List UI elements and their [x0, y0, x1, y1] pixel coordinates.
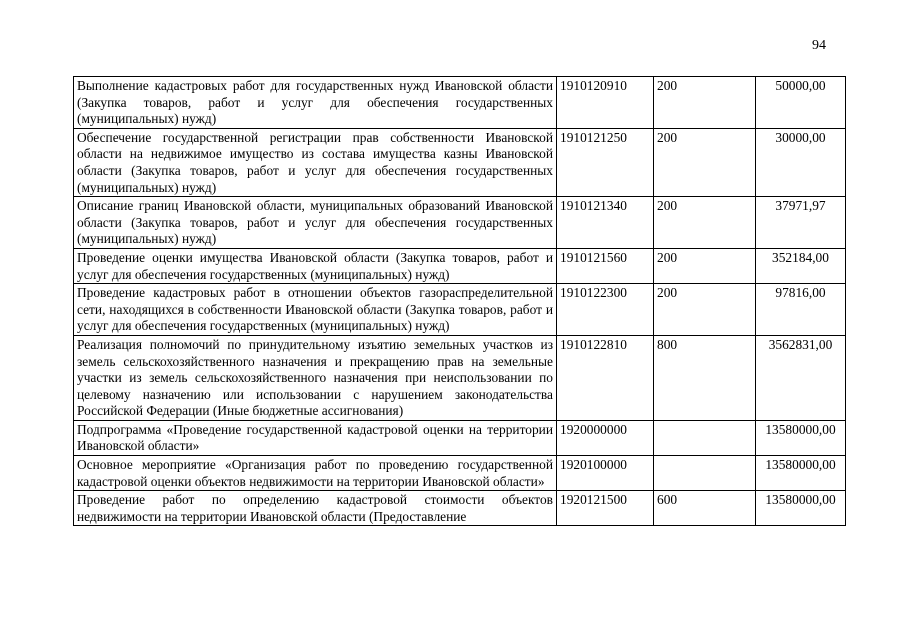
row-name: Проведение работ по определению кадастровой стоимости объектов недвижимости на территории Ивановской области (Предоставление — [74, 491, 557, 526]
row-amount: 97816,00 — [756, 284, 846, 336]
page-number: 94 — [812, 38, 826, 53]
row-amount: 30000,00 — [756, 128, 846, 196]
row-name: Основное мероприятие «Организация работ по проведению государственной кадастровой оценки объектов недвижимости на территории Ивановской области» — [74, 456, 557, 491]
row-code: 1910121340 — [557, 197, 654, 249]
budget-table — [73, 76, 846, 526]
row-code: 1910121560 — [557, 248, 654, 283]
row-expense-type — [654, 420, 756, 455]
table-row — [74, 491, 846, 526]
row-expense-type: 200 — [654, 77, 756, 129]
row-code: 1920100000 — [557, 456, 654, 491]
row-amount: 3562831,00 — [756, 335, 846, 420]
row-expense-type: 600 — [654, 491, 756, 526]
row-amount: 13580000,00 — [756, 456, 846, 491]
table-row — [74, 335, 846, 420]
row-expense-type: 200 — [654, 128, 756, 196]
row-expense-type: 200 — [654, 248, 756, 283]
row-code: 1910121250 — [557, 128, 654, 196]
row-amount: 13580000,00 — [756, 491, 846, 526]
table-row — [74, 77, 846, 129]
table-row — [74, 420, 846, 455]
row-name: Выполнение кадастровых работ для государственных нужд Ивановской области (Закупка товаров, работ и услуг для обеспечения государственных (муниципальных) нужд) — [74, 77, 557, 129]
row-code: 1920121500 — [557, 491, 654, 526]
row-expense-type: 200 — [654, 284, 756, 336]
row-name: Проведение кадастровых работ в отношении объектов газораспределительной сети, находящихся в собственности Ивановской области (Закупка товаров, работ и услуг для обеспечения государственных (муниципальных) нужд) — [74, 284, 557, 336]
row-name: Описание границ Ивановской области, муниципальных образований Ивановской области (Закупка товаров, работ и услуг для обеспечения государственных (муниципальных) нужд) — [74, 197, 557, 249]
row-code: 1910122810 — [557, 335, 654, 420]
row-name: Обеспечение государственной регистрации прав собственности Ивановской области на недвижимое имущество из состава имущества казны Ивановской области (Закупка товаров, работ и услуг для обеспечения государственных (муниципальных) нужд) — [74, 128, 557, 196]
table-row — [74, 128, 846, 196]
row-name: Проведение оценки имущества Ивановской области (Закупка товаров, работ и услуг для обеспечения государственных (муниципальных) нужд) — [74, 248, 557, 283]
table-row — [74, 456, 846, 491]
row-name: Реализация полномочий по принудительному изъятию земельных участков из земель сельскохозяйственного назначения и прекращению прав на земельные участки из земель сельскохозяйственного назначения при неиспользовании по целевому назначению или использовании с нарушением законодательства Российской Федерации (Иные бюджетные ассигнования) — [74, 335, 557, 420]
table-row — [74, 197, 846, 249]
row-amount: 37971,97 — [756, 197, 846, 249]
row-name: Подпрограмма «Проведение государственной кадастровой оценки на территории Ивановской области» — [74, 420, 557, 455]
row-expense-type: 200 — [654, 197, 756, 249]
row-amount: 13580000,00 — [756, 420, 846, 455]
row-amount: 352184,00 — [756, 248, 846, 283]
row-code: 1910120910 — [557, 77, 654, 129]
row-code: 1910122300 — [557, 284, 654, 336]
table-row — [74, 248, 846, 283]
row-expense-type — [654, 456, 756, 491]
row-amount: 50000,00 — [756, 77, 846, 129]
row-expense-type: 800 — [654, 335, 756, 420]
table-row — [74, 284, 846, 336]
row-code: 1920000000 — [557, 420, 654, 455]
